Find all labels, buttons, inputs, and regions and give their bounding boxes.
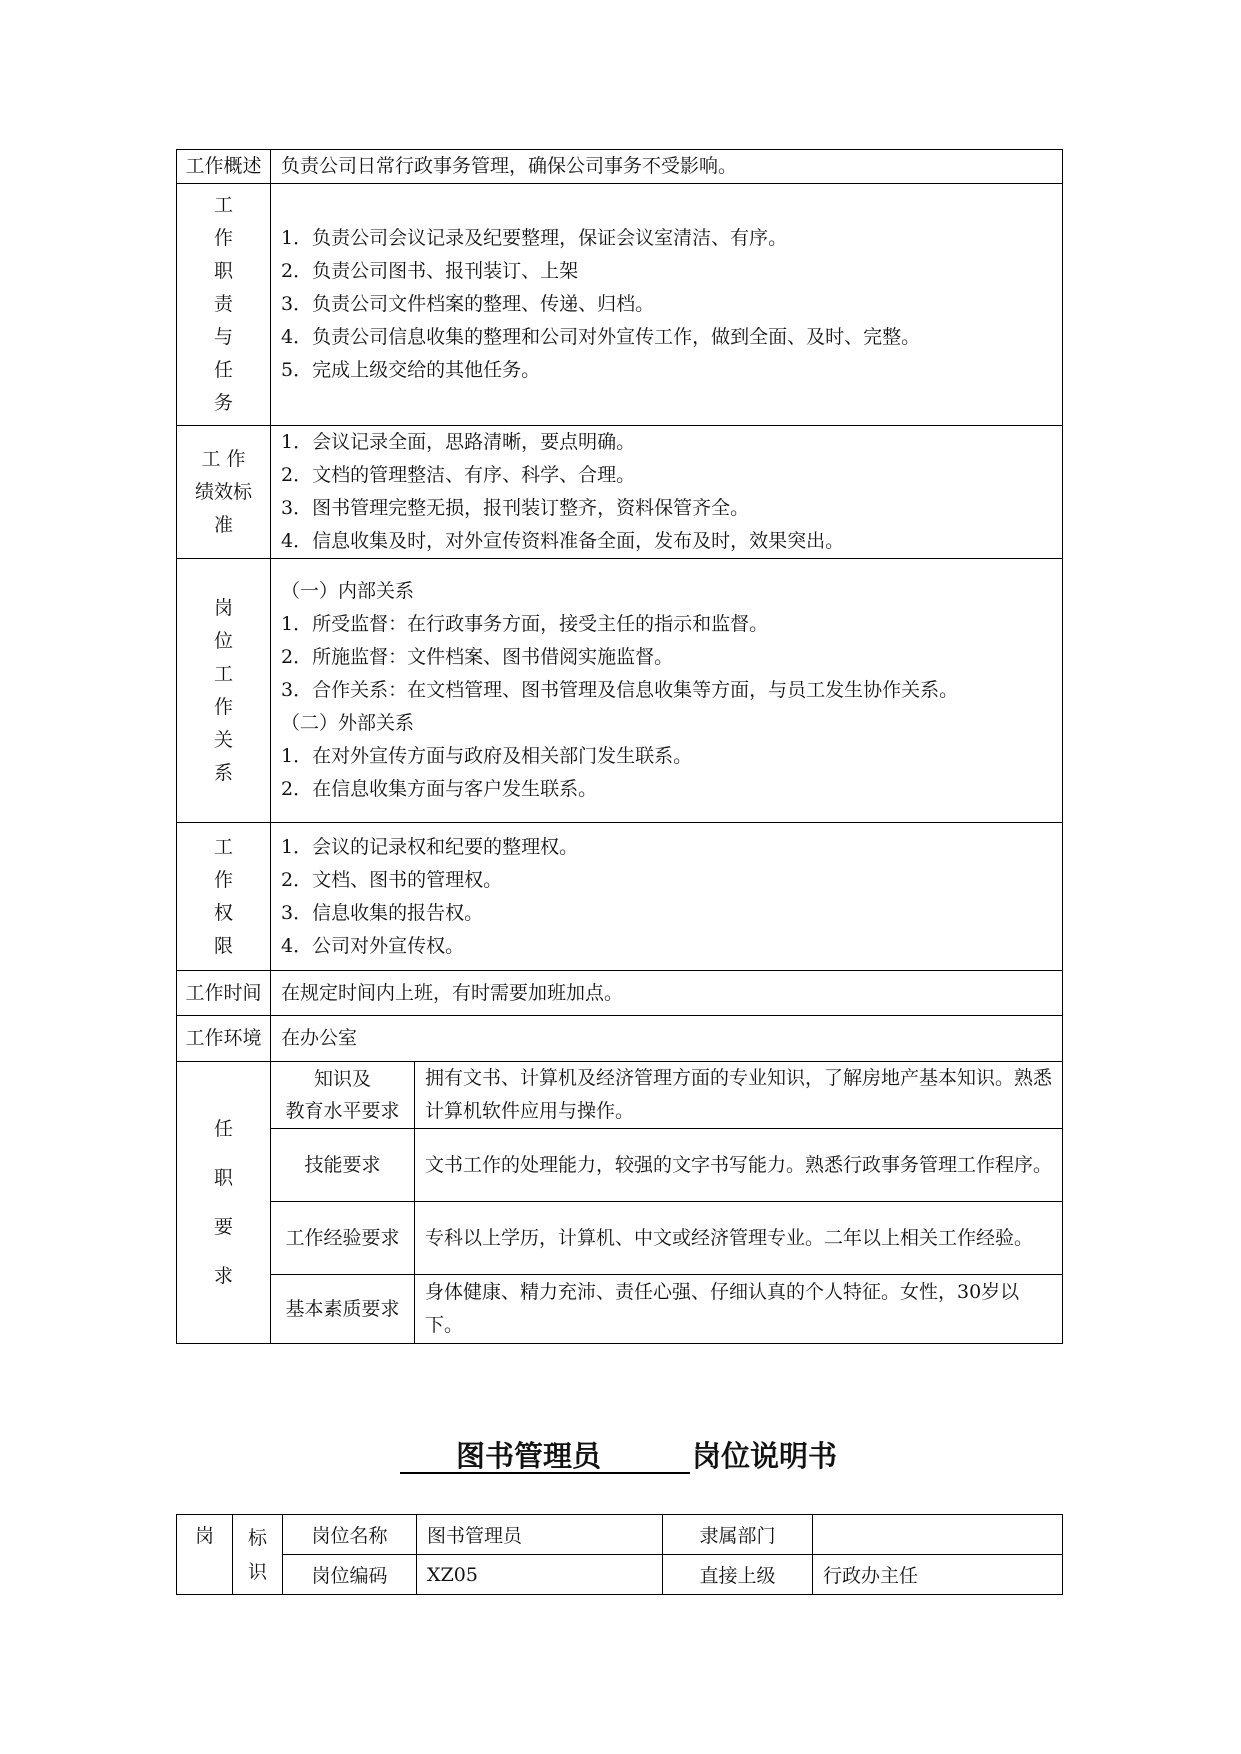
requirement-text: 专科以上学历，计算机、中文或经济管理专业。二年以上相关工作经验。 [415, 1202, 1063, 1275]
position-id-table [176, 1514, 1063, 1595]
requirement-row [177, 1202, 1063, 1275]
requirement-text: 文书工作的处理能力，较强的文字书写能力。熟悉行政事务管理工作程序。 [415, 1129, 1063, 1202]
work-env-text: 在办公室 [271, 1016, 1063, 1062]
id-col2-label: 标 识 [233, 1515, 283, 1595]
requirement-label: 知识及 教育水平要求 [271, 1062, 415, 1129]
department-value [813, 1515, 1063, 1555]
list-item: 5．完成上级交给的其他任务。 [281, 359, 541, 381]
list-item: 2．在信息收集方面与客户发生联系。 [281, 778, 598, 800]
relations-list [271, 559, 1063, 823]
authority-row [177, 823, 1063, 971]
position-name-label: 岗位名称 [283, 1515, 417, 1555]
id-row [177, 1515, 1063, 1555]
list-item: 4．负责公司信息收集的整理和公司对外宣传工作，做到全面、及时、完整。 [281, 326, 921, 348]
work-env-label: 工作环境 [177, 1016, 271, 1062]
requirement-row [177, 1062, 1063, 1129]
list-item: 1．所受监督：在行政事务方面，接受主任的指示和监督。 [281, 613, 769, 635]
overview-text: 负责公司日常行政事务管理，确保公司事务不受影响。 [271, 150, 1063, 184]
list-item: 1．会议记录全面，思路清晰，要点明确。 [281, 431, 636, 453]
requirement-row [177, 1129, 1063, 1202]
list-item: 1．负责公司会议记录及纪要整理，保证会议室清洁、有序。 [281, 227, 788, 249]
superior-value: 行政办主任 [813, 1555, 1063, 1595]
position-name-value: 图书管理员 [417, 1515, 663, 1555]
document-title [400, 1434, 880, 1474]
performance-list [271, 426, 1063, 559]
requirement-label: 基本素质要求 [271, 1275, 415, 1344]
internal-heading: （一）内部关系 [281, 580, 415, 602]
requirement-label: 工作经验要求 [271, 1202, 415, 1275]
position-name: 图书管理员 [456, 1439, 602, 1473]
work-env-row [177, 1016, 1063, 1062]
requirement-row [177, 1275, 1063, 1344]
list-item: 2．文档的管理整洁、有序、科学、合理。 [281, 464, 636, 486]
relations-label: 岗 位 工 作 关 系 [177, 559, 271, 823]
department-label: 隶属部门 [663, 1515, 813, 1555]
position-code-value: XZ05 [417, 1555, 663, 1595]
authority-list [271, 823, 1063, 971]
job-duty-table [176, 149, 1063, 1344]
performance-row [177, 426, 1063, 559]
authority-label: 工 作 权 限 [177, 823, 271, 971]
requirement-text: 身体健康、精力充沛、责任心强、仔细认真的个人特征。女性，30岁以下。 [415, 1275, 1063, 1344]
relations-row [177, 559, 1063, 823]
list-item: 3．负责公司文件档案的整理、传递、归档。 [281, 293, 655, 315]
overview-row [177, 150, 1063, 184]
requirement-label: 技能要求 [271, 1129, 415, 1202]
list-item: 1．会议的记录权和纪要的整理权。 [281, 835, 579, 858]
list-item: 3．合作关系：在文档管理、图书管理及信息收集等方面，与员工发生协作关系。 [281, 679, 959, 701]
list-item: 3．信息收集的报告权。 [281, 901, 484, 924]
list-item: 4．公司对外宣传权。 [281, 934, 465, 957]
work-time-row [177, 971, 1063, 1016]
id-col1-label: 岗 [177, 1515, 233, 1595]
list-item: 1．在对外宣传方面与政府及相关部门发生联系。 [281, 745, 693, 767]
duties-label: 工 作 职 责 与 任 务 [177, 184, 271, 426]
work-time-text: 在规定时间内上班，有时需要加班加点。 [271, 971, 1063, 1016]
duties-list [271, 184, 1063, 426]
duties-row [177, 184, 1063, 426]
title-suffix: 岗位说明书 [692, 1439, 838, 1473]
id-row [177, 1555, 1063, 1595]
list-item: 2．负责公司图书、报刊装订、上架 [281, 260, 579, 282]
external-heading: （二）外部关系 [281, 712, 415, 734]
work-time-label: 工作时间 [177, 971, 271, 1016]
superior-label: 直接上级 [663, 1555, 813, 1595]
requirement-text: 拥有文书、计算机及经济管理方面的专业知识，了解房地产基本知识。熟悉计算机软件应用与操作。 [415, 1062, 1063, 1129]
list-item: 2．文档、图书的管理权。 [281, 868, 503, 891]
performance-label: 工 作 绩效标 准 [177, 426, 271, 559]
requirements-label: 任 职 要 求 [177, 1062, 271, 1344]
list-item: 3．图书管理完整无损，报刊装订整齐，资料保管齐全。 [281, 497, 750, 519]
position-code-label: 岗位编码 [283, 1555, 417, 1595]
list-item: 4．信息收集及时，对外宣传资料准备全面，发布及时，效果突出。 [281, 530, 845, 552]
overview-label: 工作概述 [177, 150, 271, 184]
list-item: 2．所施监督：文件档案、图书借阅实施监督。 [281, 646, 674, 668]
